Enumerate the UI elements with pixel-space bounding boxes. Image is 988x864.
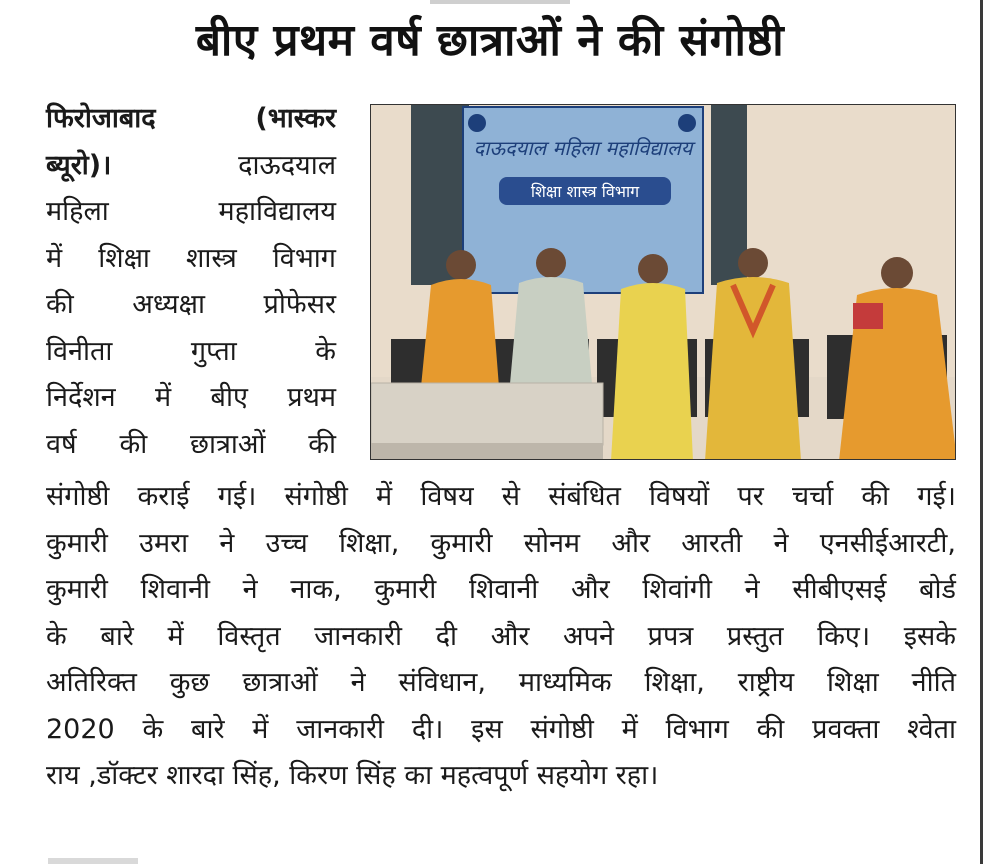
body-line: राय ,डॉक्टर शारदा सिंह, किरण सिंह का महत्वपूर्ण सहयोग रहा। xyxy=(46,760,659,791)
person-suit-yellow xyxy=(705,277,801,460)
person-suit-yellow xyxy=(611,283,693,460)
college-logo-left xyxy=(468,114,486,132)
article-body xyxy=(46,474,956,800)
intro-line: ब्यूरो)। दाऊदयाल xyxy=(46,149,336,181)
person-saree-pastel xyxy=(509,277,593,395)
article-photo xyxy=(370,104,956,460)
person-head xyxy=(536,248,566,278)
bottom-print-mark xyxy=(48,858,138,864)
top-print-mark xyxy=(430,0,570,4)
body-line: संगोष्ठी कराई गई। संगोष्ठी में विषय से संबंधित विषयों पर चर्चा की गई। xyxy=(46,481,956,512)
person-head xyxy=(638,254,668,284)
body-line: कुमारी उमरा ने उच्च शिक्षा, कुमारी सोनम और आरती ने एनसीईआरटी, xyxy=(46,527,956,559)
banner-department: शिक्षा शास्त्र विभाग xyxy=(530,182,640,201)
person-saree-orange xyxy=(421,279,499,387)
person-blouse xyxy=(853,303,883,329)
person-head xyxy=(881,257,913,289)
body-line: अतिरिक्त कुछ छात्राओं ने संविधान, माध्यमिक शिक्षा, राष्ट्रीय शिक्षा नीति xyxy=(46,667,956,698)
person-head xyxy=(446,250,476,280)
person-head xyxy=(738,248,768,278)
intro-column xyxy=(46,96,336,468)
intro-line: महिला महाविद्यालय xyxy=(46,196,336,227)
intro-line: में शिक्षा शास्त्र विभाग xyxy=(46,242,336,274)
article-headline: बीए प्रथम वर्ष छात्राओं ने की संगोष्ठी xyxy=(195,15,785,66)
intro-line: की अध्यक्षा प्रोफेसर xyxy=(46,289,336,320)
seminar-photo-illustration xyxy=(371,105,956,460)
dateline-end: ब्यूरो)। xyxy=(46,149,112,181)
banner-title: दाऊदयाल महिला महाविद्यालय xyxy=(473,136,693,160)
front-table xyxy=(371,383,603,445)
college-logo-right xyxy=(678,114,696,132)
intro-line: निर्देशन में बीए प्रथम xyxy=(46,382,336,413)
intro-line: वर्ष की छात्राओं की xyxy=(46,428,336,460)
body-line: के बारे में विस्तृत जानकारी दी और अपने प्रपत्र प्रस्तुत किए। इसके xyxy=(46,620,956,652)
table-edge xyxy=(371,443,603,460)
body-line: कुमारी शिवानी ने नाक, कुमारी शिवानी और शिवांगी ने सीबीएसई बोर्ड xyxy=(46,574,956,605)
body-line: 2020 के बारे में जानकारी दी। इस संगोष्ठी में विभाग की प्रवक्ता श्वेता xyxy=(46,713,956,745)
column-rule xyxy=(980,0,983,864)
intro-line: फिरोजाबाद (भास्कर xyxy=(46,103,336,134)
intro-line: विनीता गुप्ता के xyxy=(46,335,336,367)
